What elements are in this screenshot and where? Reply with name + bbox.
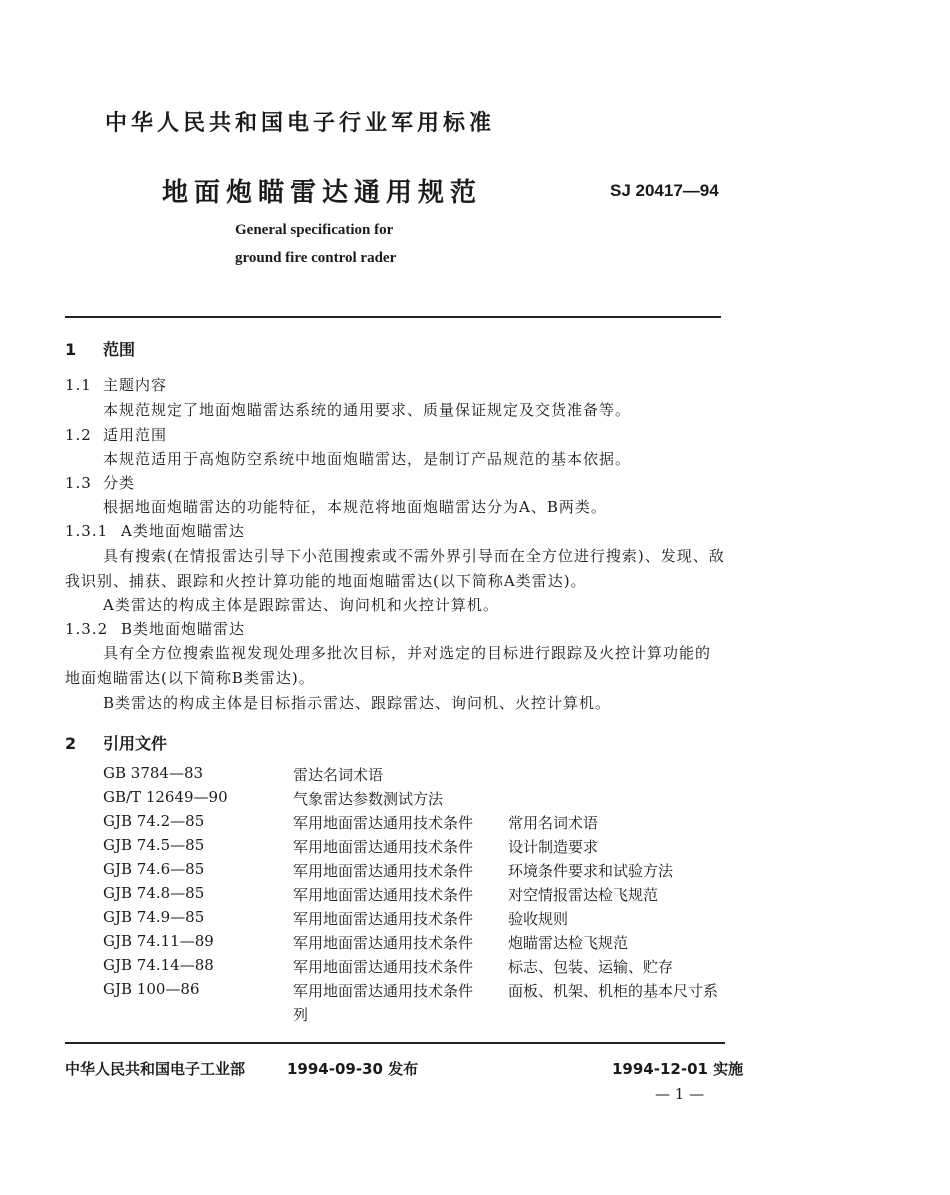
reference-code: GB/T 12649—90 [103,788,228,806]
reference-title: 军用地面雷达通用技术条件 [293,958,474,976]
section-1-3-2-text-line-2: 地面炮瞄雷达(以下简称B类雷达)。 [65,669,315,687]
section-1-3-1-text-line-3: A类雷达的构成主体是跟踪雷达、询问机和火控计算机。 [103,596,499,614]
footer-divider [65,1042,725,1044]
header-divider [65,316,721,318]
footer-publisher: 中华人民共和国电子工业部 [65,1060,246,1078]
section-1-3-2-heading [65,618,245,639]
section-1-2-heading [65,424,167,445]
reference-code: GJB 74.11—89 [103,932,214,950]
section-title: A类地面炮瞄雷达 [121,522,245,540]
section-1-3-1-text-line-1: 具有搜索(在情报雷达引导下小范围搜索或不需外界引导而在全方位进行搜索)、发现、敌 [103,547,725,565]
section-title: 引用文件 [103,734,168,753]
english-title-line-1: General specification for [235,222,394,238]
reference-desc: 面板、机架、机柜的基本尺寸系 [508,982,719,1000]
section-title: B类地面炮瞄雷达 [121,620,246,638]
section-number: 1.3 [65,474,92,492]
reference-code: GJB 74.5—85 [103,836,205,854]
section-1-heading [65,337,135,360]
section-1-1-text: 本规范规定了地面炮瞄雷达系统的通用要求、质量保证规定及交货准备等。 [103,401,632,419]
footer-effective-date: 1994-12-01 实施 [612,1060,744,1078]
reference-code: GB 3784—83 [103,764,204,782]
section-title: 范围 [103,340,136,359]
section-1-3-heading [65,472,135,493]
document-title: 地面炮瞄雷达通用规范 [162,178,483,208]
reference-desc: 常用名词术语 [508,814,599,832]
reference-title: 军用地面雷达通用技术条件 [293,814,474,832]
reference-title: 军用地面雷达通用技术条件 [293,982,474,1000]
section-1-3-2-text-line-1: 具有全方位搜索监视发现处理多批次目标，并对选定的目标进行跟踪及火控计算功能的 [103,644,712,662]
section-title: 分类 [103,474,136,492]
section-1-2-text: 本规范适用于高炮防空系统中地面炮瞄雷达，是制订产品规范的基本依据。 [103,450,632,468]
section-title: 适用范围 [103,426,168,444]
reference-title: 列 [293,1006,309,1024]
section-2-heading [65,731,167,754]
standard-number: SJ 20417—94 [610,181,719,200]
footer-issue-date: 1994-09-30 发布 [287,1060,419,1078]
reference-code: GJB 74.8—85 [103,884,205,902]
section-number: 1.3.1 [65,522,109,540]
reference-code: GJB 74.14—88 [103,956,214,974]
section-number: 1.1 [65,376,92,394]
section-number: 1.2 [65,426,92,444]
section-number: 1.3.2 [65,620,109,638]
reference-title: 军用地面雷达通用技术条件 [293,910,474,928]
reference-desc: 对空情报雷达检飞规范 [508,886,659,904]
page-number: — 1 — [655,1085,705,1103]
reference-title: 军用地面雷达通用技术条件 [293,862,474,880]
reference-desc: 标志、包装、运输、贮存 [508,958,674,976]
section-1-3-1-heading [65,520,245,541]
section-1-3-text: 根据地面炮瞄雷达的功能特征，本规范将地面炮瞄雷达分为A、B两类。 [103,498,607,516]
reference-title: 雷达名词术语 [293,766,384,784]
reference-title: 军用地面雷达通用技术条件 [293,934,474,952]
reference-title: 气象雷达参数测试方法 [293,790,444,808]
section-1-3-2-text-line-3: B类雷达的构成主体是目标指示雷达、跟踪雷达、询问机、火控计算机。 [103,694,612,712]
reference-desc: 设计制造要求 [508,838,599,856]
reference-title: 军用地面雷达通用技术条件 [293,886,474,904]
section-title: 主题内容 [103,376,168,394]
reference-code: GJB 74.9—85 [103,908,205,926]
reference-code: GJB 74.6—85 [103,860,205,878]
reference-code: GJB 74.2—85 [103,812,205,830]
section-number: 1 [65,340,77,359]
english-title-line-2: ground fire control rader [235,250,397,266]
section-number: 2 [65,734,77,753]
reference-desc: 验收规则 [508,910,569,928]
section-1-3-1-text-line-2: 我识别、捕获、跟踪和火控计算功能的地面炮瞄雷达(以下简称A类雷达)。 [65,572,587,590]
reference-title: 军用地面雷达通用技术条件 [293,838,474,856]
reference-code: GJB 100—86 [103,980,200,998]
reference-desc: 环境条件要求和试验方法 [508,862,674,880]
reference-desc: 炮瞄雷达检飞规范 [508,934,629,952]
standard-category-heading: 中华人民共和国电子行业军用标准 [105,111,496,136]
section-1-1-heading [65,374,167,395]
